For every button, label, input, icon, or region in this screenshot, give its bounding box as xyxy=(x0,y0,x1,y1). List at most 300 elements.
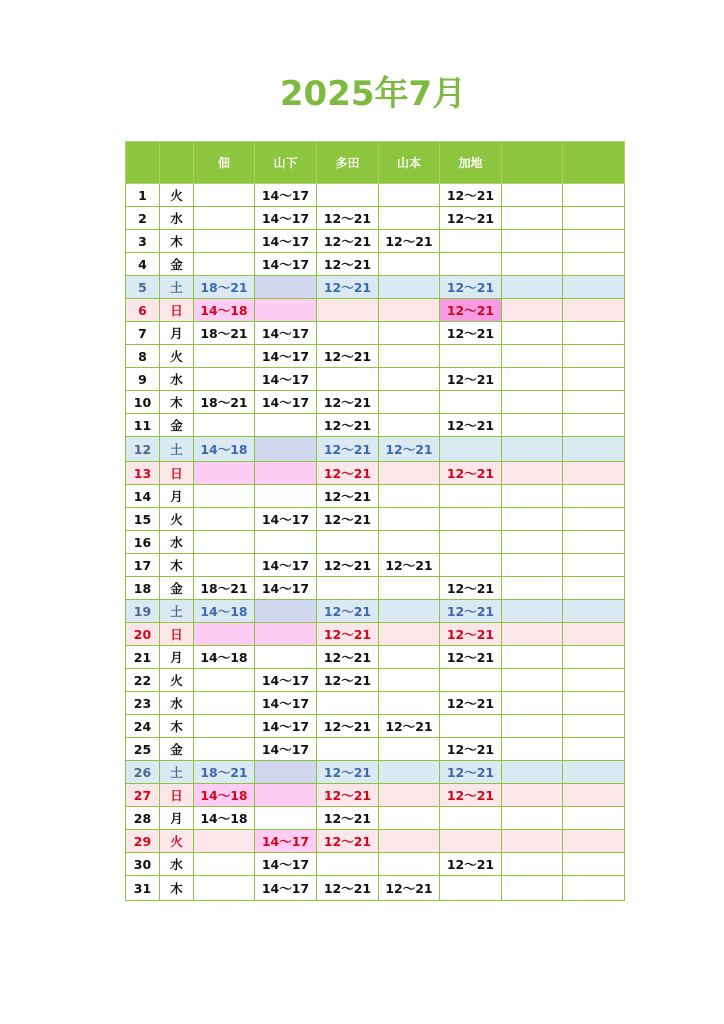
shift-cell xyxy=(379,485,440,508)
shift-cell: 12〜21 xyxy=(317,669,379,692)
header-day xyxy=(126,142,160,184)
shift-cell xyxy=(502,715,563,738)
shift-cell xyxy=(379,692,440,715)
shift-cell xyxy=(502,414,563,437)
shift-cell xyxy=(255,761,317,784)
weekday: 土 xyxy=(160,761,194,784)
shift-cell xyxy=(502,437,563,462)
shift-cell xyxy=(317,184,379,207)
table-row xyxy=(126,322,625,345)
shift-cell: 12〜21 xyxy=(440,646,502,669)
shift-cell xyxy=(502,853,563,876)
shift-cell: 18〜21 xyxy=(194,391,255,414)
shift-cell xyxy=(317,299,379,322)
shift-cell: 14〜17 xyxy=(255,715,317,738)
shift-cell xyxy=(563,322,625,345)
shift-cell xyxy=(379,646,440,669)
table-row xyxy=(126,715,625,738)
shift-cell xyxy=(379,391,440,414)
shift-cell xyxy=(440,345,502,368)
table-row xyxy=(126,554,625,577)
shift-cell xyxy=(379,669,440,692)
shift-cell xyxy=(563,830,625,853)
shift-cell: 12〜21 xyxy=(440,184,502,207)
shift-cell xyxy=(194,692,255,715)
shift-cell xyxy=(194,830,255,853)
shift-cell xyxy=(563,391,625,414)
shift-cell xyxy=(440,531,502,554)
shift-cell xyxy=(502,761,563,784)
weekday: 金 xyxy=(160,414,194,437)
shift-cell: 12〜21 xyxy=(440,692,502,715)
shift-cell xyxy=(255,299,317,322)
shift-cell xyxy=(440,669,502,692)
day-number: 4 xyxy=(126,253,160,276)
day-number: 8 xyxy=(126,345,160,368)
header-row xyxy=(126,142,625,184)
shift-cell: 14〜17 xyxy=(255,577,317,600)
shift-cell xyxy=(379,508,440,531)
shift-cell: 12〜21 xyxy=(317,345,379,368)
shift-cell: 12〜21 xyxy=(440,276,502,299)
shift-cell xyxy=(563,207,625,230)
day-number: 20 xyxy=(126,623,160,646)
shift-cell xyxy=(502,692,563,715)
day-number: 23 xyxy=(126,692,160,715)
day-number: 5 xyxy=(126,276,160,299)
table-row xyxy=(126,230,625,253)
shift-cell xyxy=(194,738,255,761)
shift-cell: 14〜17 xyxy=(255,830,317,853)
table-row xyxy=(126,345,625,368)
shift-cell xyxy=(379,830,440,853)
shift-cell xyxy=(563,437,625,462)
shift-cell xyxy=(563,554,625,577)
shift-cell xyxy=(317,368,379,391)
shift-cell: 12〜21 xyxy=(440,322,502,345)
shift-cell: 12〜21 xyxy=(379,554,440,577)
table-row xyxy=(126,577,625,600)
shift-cell xyxy=(502,646,563,669)
shift-cell xyxy=(563,853,625,876)
shift-cell xyxy=(440,230,502,253)
shift-cell: 12〜21 xyxy=(317,414,379,437)
shift-cell xyxy=(502,184,563,207)
shift-cell: 12〜21 xyxy=(440,761,502,784)
shift-cell: 18〜21 xyxy=(194,276,255,299)
shift-cell: 12〜21 xyxy=(317,600,379,623)
shift-cell: 12〜21 xyxy=(317,391,379,414)
header-blank-2 xyxy=(563,142,625,184)
weekday: 水 xyxy=(160,853,194,876)
shift-cell: 14〜17 xyxy=(255,207,317,230)
day-number: 18 xyxy=(126,577,160,600)
shift-cell xyxy=(194,876,255,901)
weekday: 火 xyxy=(160,830,194,853)
shift-cell xyxy=(194,669,255,692)
day-number: 2 xyxy=(126,207,160,230)
table-row xyxy=(126,623,625,646)
shift-cell xyxy=(440,437,502,462)
shift-cell xyxy=(194,462,255,485)
weekday: 日 xyxy=(160,623,194,646)
schedule-table xyxy=(125,141,625,901)
shift-cell xyxy=(440,391,502,414)
shift-cell xyxy=(194,531,255,554)
header-staff-yamamoto: 山本 xyxy=(379,142,440,184)
shift-cell xyxy=(502,462,563,485)
shift-cell: 14〜18 xyxy=(194,437,255,462)
shift-cell xyxy=(502,531,563,554)
shift-cell xyxy=(440,807,502,830)
shift-cell xyxy=(502,230,563,253)
shift-cell xyxy=(317,692,379,715)
weekday: 月 xyxy=(160,807,194,830)
weekday: 水 xyxy=(160,207,194,230)
shift-cell: 12〜21 xyxy=(317,508,379,531)
shift-cell xyxy=(563,531,625,554)
weekday: 土 xyxy=(160,276,194,299)
table-row xyxy=(126,299,625,322)
day-number: 3 xyxy=(126,230,160,253)
shift-cell: 12〜21 xyxy=(317,253,379,276)
shift-cell xyxy=(502,322,563,345)
shift-cell: 12〜21 xyxy=(440,577,502,600)
shift-cell xyxy=(563,646,625,669)
shift-cell xyxy=(440,830,502,853)
table-row xyxy=(126,807,625,830)
shift-cell: 14〜18 xyxy=(194,784,255,807)
shift-cell xyxy=(379,761,440,784)
shift-cell: 14〜18 xyxy=(194,600,255,623)
shift-cell xyxy=(563,715,625,738)
shift-cell xyxy=(502,276,563,299)
shift-cell: 12〜21 xyxy=(440,623,502,646)
shift-cell: 12〜21 xyxy=(379,230,440,253)
day-number: 12 xyxy=(126,437,160,462)
header-weekday xyxy=(160,142,194,184)
shift-cell xyxy=(255,646,317,669)
table-row xyxy=(126,184,625,207)
header-staff-kaji: 加地 xyxy=(440,142,502,184)
table-row xyxy=(126,738,625,761)
shift-cell xyxy=(194,508,255,531)
shift-cell xyxy=(317,738,379,761)
shift-cell xyxy=(379,853,440,876)
shift-cell xyxy=(194,230,255,253)
shift-cell: 18〜21 xyxy=(194,322,255,345)
shift-cell xyxy=(379,414,440,437)
shift-cell: 12〜21 xyxy=(317,876,379,901)
shift-cell: 14〜18 xyxy=(194,299,255,322)
shift-cell xyxy=(379,253,440,276)
weekday: 月 xyxy=(160,322,194,345)
shift-cell: 12〜21 xyxy=(317,807,379,830)
shift-cell: 12〜21 xyxy=(440,368,502,391)
shift-cell xyxy=(502,784,563,807)
table-row xyxy=(126,276,625,299)
day-number: 29 xyxy=(126,830,160,853)
weekday: 火 xyxy=(160,669,194,692)
shift-cell: 14〜17 xyxy=(255,391,317,414)
table-row xyxy=(126,646,625,669)
shift-cell xyxy=(255,623,317,646)
weekday: 金 xyxy=(160,253,194,276)
weekday: 日 xyxy=(160,462,194,485)
shift-cell xyxy=(379,276,440,299)
shift-cell: 14〜17 xyxy=(255,669,317,692)
weekday: 木 xyxy=(160,230,194,253)
shift-cell xyxy=(563,299,625,322)
day-number: 9 xyxy=(126,368,160,391)
shift-cell xyxy=(379,368,440,391)
shift-cell: 12〜21 xyxy=(440,853,502,876)
table-row xyxy=(126,600,625,623)
shift-cell xyxy=(502,623,563,646)
shift-cell xyxy=(563,784,625,807)
shift-cell xyxy=(502,830,563,853)
shift-cell: 12〜21 xyxy=(317,715,379,738)
shift-cell xyxy=(194,184,255,207)
shift-cell xyxy=(194,485,255,508)
shift-cell: 18〜21 xyxy=(194,761,255,784)
table-row xyxy=(126,531,625,554)
shift-cell xyxy=(379,462,440,485)
shift-cell xyxy=(255,414,317,437)
weekday: 木 xyxy=(160,554,194,577)
day-number: 31 xyxy=(126,876,160,901)
page-title: 2025年7月 xyxy=(279,74,467,114)
shift-cell: 12〜21 xyxy=(379,876,440,901)
shift-cell: 12〜21 xyxy=(317,276,379,299)
shift-cell xyxy=(440,253,502,276)
weekday: 水 xyxy=(160,368,194,391)
shift-cell xyxy=(379,577,440,600)
shift-cell: 12〜21 xyxy=(440,414,502,437)
shift-cell: 12〜21 xyxy=(317,554,379,577)
shift-cell xyxy=(194,715,255,738)
weekday: 火 xyxy=(160,345,194,368)
shift-cell xyxy=(194,207,255,230)
shift-cell xyxy=(194,345,255,368)
day-number: 26 xyxy=(126,761,160,784)
shift-cell xyxy=(379,322,440,345)
weekday: 金 xyxy=(160,738,194,761)
shift-cell xyxy=(563,368,625,391)
shift-cell xyxy=(563,738,625,761)
shift-cell xyxy=(502,345,563,368)
shift-cell xyxy=(379,207,440,230)
shift-cell xyxy=(317,853,379,876)
shift-cell: 14〜17 xyxy=(255,368,317,391)
shift-cell xyxy=(502,738,563,761)
shift-cell xyxy=(502,207,563,230)
day-number: 27 xyxy=(126,784,160,807)
weekday: 土 xyxy=(160,437,194,462)
table-row xyxy=(126,414,625,437)
day-number: 28 xyxy=(126,807,160,830)
shift-cell xyxy=(379,345,440,368)
shift-cell: 12〜21 xyxy=(317,761,379,784)
shift-cell: 14〜17 xyxy=(255,230,317,253)
weekday: 水 xyxy=(160,531,194,554)
shift-cell xyxy=(317,577,379,600)
day-number: 15 xyxy=(126,508,160,531)
weekday: 火 xyxy=(160,184,194,207)
shift-cell xyxy=(502,554,563,577)
shift-cell: 14〜17 xyxy=(255,253,317,276)
shift-cell: 12〜21 xyxy=(317,830,379,853)
shift-cell xyxy=(563,508,625,531)
weekday: 土 xyxy=(160,600,194,623)
shift-cell: 14〜17 xyxy=(255,508,317,531)
shift-cell xyxy=(255,276,317,299)
table-row xyxy=(126,508,625,531)
shift-cell xyxy=(379,299,440,322)
weekday: 月 xyxy=(160,646,194,669)
shift-cell xyxy=(317,531,379,554)
shift-cell xyxy=(563,184,625,207)
shift-cell: 12〜21 xyxy=(440,299,502,322)
day-number: 21 xyxy=(126,646,160,669)
shift-cell xyxy=(440,715,502,738)
shift-cell xyxy=(563,276,625,299)
table-row xyxy=(126,253,625,276)
shift-cell xyxy=(194,414,255,437)
shift-cell xyxy=(194,554,255,577)
shift-cell xyxy=(502,368,563,391)
day-number: 11 xyxy=(126,414,160,437)
day-number: 24 xyxy=(126,715,160,738)
shift-cell xyxy=(563,623,625,646)
shift-cell xyxy=(563,345,625,368)
shift-cell xyxy=(194,253,255,276)
shift-cell: 14〜18 xyxy=(194,807,255,830)
header-staff-yamashita: 山下 xyxy=(255,142,317,184)
shift-cell: 12〜21 xyxy=(317,230,379,253)
shift-cell: 12〜21 xyxy=(440,600,502,623)
shift-cell: 14〜17 xyxy=(255,184,317,207)
day-number: 6 xyxy=(126,299,160,322)
shift-cell xyxy=(255,531,317,554)
day-number: 14 xyxy=(126,485,160,508)
shift-cell xyxy=(379,623,440,646)
shift-cell: 12〜21 xyxy=(317,784,379,807)
weekday: 金 xyxy=(160,577,194,600)
shift-cell xyxy=(317,322,379,345)
day-number: 16 xyxy=(126,531,160,554)
shift-cell xyxy=(502,807,563,830)
shift-cell: 14〜18 xyxy=(194,646,255,669)
weekday: 月 xyxy=(160,485,194,508)
shift-cell: 18〜21 xyxy=(194,577,255,600)
shift-cell: 12〜21 xyxy=(317,485,379,508)
shift-cell xyxy=(563,761,625,784)
shift-cell xyxy=(379,784,440,807)
shift-cell: 14〜17 xyxy=(255,554,317,577)
shift-cell xyxy=(440,508,502,531)
weekday: 木 xyxy=(160,715,194,738)
shift-cell: 12〜21 xyxy=(440,462,502,485)
shift-cell: 12〜21 xyxy=(440,738,502,761)
shift-cell: 14〜17 xyxy=(255,853,317,876)
table-row xyxy=(126,853,625,876)
shift-cell: 14〜17 xyxy=(255,738,317,761)
shift-cell xyxy=(194,853,255,876)
day-number: 1 xyxy=(126,184,160,207)
shift-cell xyxy=(502,485,563,508)
shift-cell: 12〜21 xyxy=(440,784,502,807)
shift-cell xyxy=(563,414,625,437)
table-row xyxy=(126,876,625,901)
shift-cell xyxy=(194,623,255,646)
shift-cell xyxy=(563,876,625,901)
shift-cell: 12〜21 xyxy=(379,715,440,738)
shift-cell xyxy=(563,577,625,600)
shift-cell xyxy=(502,577,563,600)
day-number: 22 xyxy=(126,669,160,692)
header-staff-tada: 多田 xyxy=(317,142,379,184)
shift-cell xyxy=(255,807,317,830)
shift-cell xyxy=(563,600,625,623)
day-number: 7 xyxy=(126,322,160,345)
shift-cell xyxy=(502,508,563,531)
shift-cell xyxy=(563,485,625,508)
shift-cell xyxy=(255,462,317,485)
table-row xyxy=(126,784,625,807)
shift-cell xyxy=(379,531,440,554)
day-number: 30 xyxy=(126,853,160,876)
table-row xyxy=(126,391,625,414)
shift-cell xyxy=(440,554,502,577)
shift-cell: 12〜21 xyxy=(317,462,379,485)
shift-cell xyxy=(563,669,625,692)
weekday: 水 xyxy=(160,692,194,715)
shift-cell xyxy=(502,391,563,414)
day-number: 13 xyxy=(126,462,160,485)
weekday: 火 xyxy=(160,508,194,531)
shift-cell: 12〜21 xyxy=(317,437,379,462)
header-blank-1 xyxy=(502,142,563,184)
shift-cell: 12〜21 xyxy=(317,646,379,669)
shift-cell xyxy=(502,669,563,692)
day-number: 17 xyxy=(126,554,160,577)
shift-cell xyxy=(563,692,625,715)
shift-cell xyxy=(379,807,440,830)
table-row xyxy=(126,368,625,391)
header-staff-tsukuda: 佃 xyxy=(194,142,255,184)
shift-cell: 12〜21 xyxy=(317,623,379,646)
shift-cell: 14〜17 xyxy=(255,692,317,715)
shift-cell: 14〜17 xyxy=(255,345,317,368)
shift-cell xyxy=(255,437,317,462)
shift-cell: 14〜17 xyxy=(255,322,317,345)
shift-cell: 12〜21 xyxy=(379,437,440,462)
shift-cell xyxy=(563,807,625,830)
day-number: 10 xyxy=(126,391,160,414)
day-number: 19 xyxy=(126,600,160,623)
shift-cell xyxy=(379,600,440,623)
shift-cell xyxy=(255,600,317,623)
shift-cell xyxy=(563,253,625,276)
shift-cell xyxy=(563,462,625,485)
shift-cell xyxy=(194,368,255,391)
table-row xyxy=(126,207,625,230)
weekday: 日 xyxy=(160,299,194,322)
shift-cell xyxy=(502,600,563,623)
table-row xyxy=(126,485,625,508)
table-row xyxy=(126,462,625,485)
